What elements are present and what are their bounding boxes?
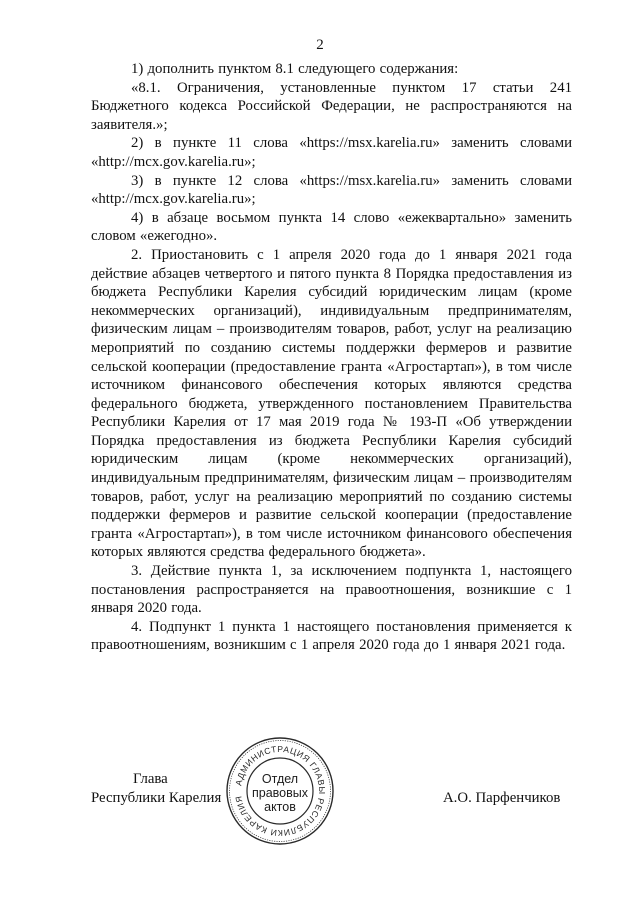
stamp-center-line3: актов [264,800,296,814]
paragraph-amend-3: 3) в пункте 12 слова «https://msx.karelia.ru» заменить словами «http://mcx.gov.karelia.ru»; [91,172,572,208]
stamp-center-line1: Отдел [261,772,299,786]
stamp-ring-text: АДМИНИСТРАЦИЯ ГЛАВЫ РЕСПУБЛИКИ КАРЕЛИЯ [233,743,328,839]
paragraph-section-2: 2. Приостановить с 1 апреля 2020 года до 1 января 2021 года действие абзацев четвертого и пятого пункта 8 Порядка предоставления из бюджета Республики Карелия субсидий юридическим лицам (кроме некоммерческих организаций), индивидуальным предпринимателям, физическим лицам – производителям товаров, работ, услуг на реализацию мероприятий по созданию системы поддержки фермеров и развитие сельской кооперации (предоставление гранта «Агростартап»), в том числе источником финансового обеспечения которых являются средства федерального бюджета, утвержденного постановлением Правительства Республики Карелия от 17 мая 2019 года № 193-П «Об утверждении Порядка предоставления из бюджета Республики Карелия субсидий юридическим лицам (кроме некоммерческих организаций), индивидуальным предпринимателям, физическим лицам – производителям товаров, работ, услуг на реализацию мероприятий по созданию системы поддержки фермеров и развитие сельской кооперации (предоставление гранта «Агростартап»), в том числе источником финансового обеспечения которых являются средства федерального бюджета». [91,246,572,561]
paragraph-clause-8-1: «8.1. Ограничения, установленные пунктом 17 статьи 241 Бюджетного кодекса Российской Федерации, не распространяются на заявителя.»; [91,79,572,133]
paragraph-section-3: 3. Действие пункта 1, за исключением подпункта 1, настоящего постановления распространяется на правоотношения, возникшие с 1 января 2020 года. [91,563,572,617]
paragraph-amend-2: 2) в пункте 11 слова «https://msx.karelia.ru» заменить словами «http://mcx.gov.karelia.ru»; [91,135,572,170]
page-number: 2 [316,37,324,53]
signer-name: А.О. Парфенчиков [443,790,561,806]
official-stamp [224,735,336,847]
paragraph-section-4: 4. Подпункт 1 пункта 1 настоящего постановления применяется к правоотношениям, возникшим с 1 апреля 2020 года до 1 января 2021 года. [91,618,572,654]
stamp-center-line2: правовых [252,786,308,800]
signature-block [91,770,221,807]
signature-post-line1: Глава [133,771,168,787]
paragraph-amend-4: 4) в абзаце восьмом пункта 14 слово «ежеквартально» заменить словом «ежегодно». [91,209,572,245]
document-body [91,60,572,655]
signature-post-line2: Республики Карелия [91,789,222,806]
paragraph-amend-intro: 1) дополнить пунктом 8.1 следующего содержания: [131,61,459,77]
